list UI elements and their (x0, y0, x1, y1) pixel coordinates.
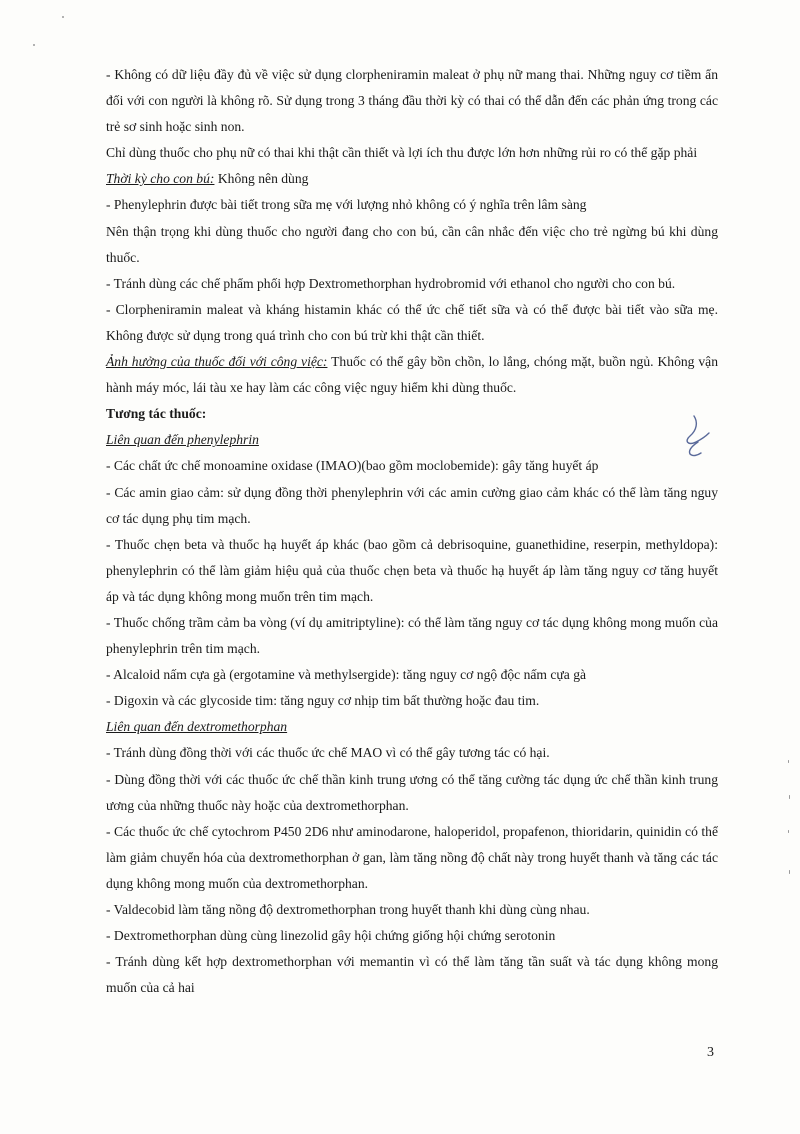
section-label: Thời kỳ cho con bú: (106, 171, 215, 187)
paragraph: - Các amin giao cảm: sử dụng đồng thời phenylephrin với các amin cường giao cảm khác có thể làm tăng nguy cơ tác dụng phụ tim mạch. (106, 484, 718, 526)
paragraph: Chỉ dùng thuốc cho phụ nữ có thai khi thật cần thiết và lợi ích thu được lớn hơn những rủi ro có thể gặp phải (106, 145, 698, 161)
scan-speck (62, 16, 64, 18)
paragraph: Nên thận trọng khi dùng thuốc cho người đang cho con bú, cần cân nhắc đến việc cho trẻ ngừng bú khi dùng thuốc. (106, 223, 718, 265)
paragraph: - Tránh dùng đồng thời với các thuốc ức chế MAO vì có thể gây tương tác có hại. (106, 745, 550, 761)
page-number: 3 (707, 1045, 714, 1060)
subheading: Liên quan đến dextromethorphan (106, 719, 288, 735)
paragraph: - Digoxin và các glycoside tim: tăng nguy cơ nhịp tim bất thường hoặc đau tim. (106, 693, 540, 709)
scan-speck (788, 830, 789, 833)
scan-speck (789, 795, 790, 799)
paragraph: - Không có dữ liệu đầy đủ về việc sử dụng clorpheniramin maleat ở phụ nữ mang thai. Những nguy cơ tiềm ẩn đối với con người là không rõ. Sử dụng trong 3 tháng đầu thời kỳ có thai có thể dẫn đến các phản ứng trong các trẻ sơ sinh hoặc sinh non. (106, 67, 718, 135)
scan-speck (33, 44, 35, 46)
section-heading: Tương tác thuốc: (106, 406, 207, 422)
paragraph: - Thuốc chẹn beta và thuốc hạ huyết áp khác (bao gồm cả debrisoquine, guanethidine, reserpin, methyldopa): phenylephrin có thể làm giảm hiệu quả của thuốc chẹn beta và thuốc hạ huyết áp làm tăng nguy cơ tăng huyết áp và tác dụng không mong muốn trên tim mạch. (106, 536, 718, 604)
scan-speck (789, 870, 790, 874)
paragraph: - Phenylephrin được bài tiết trong sữa mẹ với lượng nhỏ không có ý nghĩa trên lâm sàng (106, 197, 587, 213)
paragraph: - Alcaloid nấm cựa gà (ergotamine và methylsergide): tăng nguy cơ ngộ độc nấm cựa gà (106, 667, 587, 683)
paragraph: - Tránh dùng kết hợp dextromethorphan với memantin vì có thể làm tăng tần suất và tác dụng không mong muốn của cả hai (106, 954, 718, 996)
paragraph: - Clorpheniramin maleat và kháng histamin khác có thể ức chế tiết sữa và có thể được bài tiết vào sữa mẹ. Không được sử dụng trong quá trình cho con bú trừ khi thật cần thiết. (106, 301, 718, 343)
handwritten-pen-mark (676, 412, 716, 458)
paragraph: Ảnh hưởng của thuốc đối với công việc: Thuốc có thể gây bồn chồn, lo lắng, chóng mặt, buồn ngủ. Không vận hành máy móc, lái tàu xe hay làm các công việc nguy hiểm khi dùng thuốc. (106, 354, 718, 396)
paragraph: - Thuốc chống trầm cảm ba vòng (ví dụ amitriptyline): có thể làm tăng nguy cơ tác dụng không mong muốn của phenylephrin trên tim mạch. (106, 614, 718, 657)
subheading: Liên quan đến phenylephrin (106, 432, 259, 448)
paragraph: - Dùng đồng thời với các thuốc ức chế thần kinh trung ương có thể tăng cường tác dụng ức chế thần kinh trung ương của những thuốc này hoặc của dextromethorphan. (106, 771, 718, 813)
paragraph: - Các thuốc ức chế cytochrom P450 2D6 như aminodarone, haloperidol, propafenon, thioridarin, quinidin có thể làm giảm chuyển hóa của dextromethorphan ở gan, làm tăng nồng độ chất này trong huyết thanh và tăng các tác dụng không mong muốn của dextromethorphan. (106, 823, 718, 891)
scan-speck (788, 760, 789, 763)
paragraph: - Dextromethorphan dùng cùng linezolid gây hội chứng giống hội chứng serotonin (106, 928, 556, 944)
document-body (106, 62, 718, 1001)
paragraph: - Các chất ức chế monoamine oxidase (IMAO)(bao gồm moclobemide): gây tăng huyết áp (106, 458, 599, 474)
paragraph: - Valdecobid làm tăng nồng độ dextromethorphan trong huyết thanh khi dùng cùng nhau. (106, 902, 590, 917)
section-label: Ảnh hưởng của thuốc đối với công việc: (106, 354, 328, 370)
paragraph: - Tránh dùng các chế phẩm phối hợp Dextromethorphan hydrobromid với ethanol cho người cho con bú. (106, 275, 676, 291)
paragraph: Thời kỳ cho con bú: Không nên dùng (106, 171, 309, 187)
